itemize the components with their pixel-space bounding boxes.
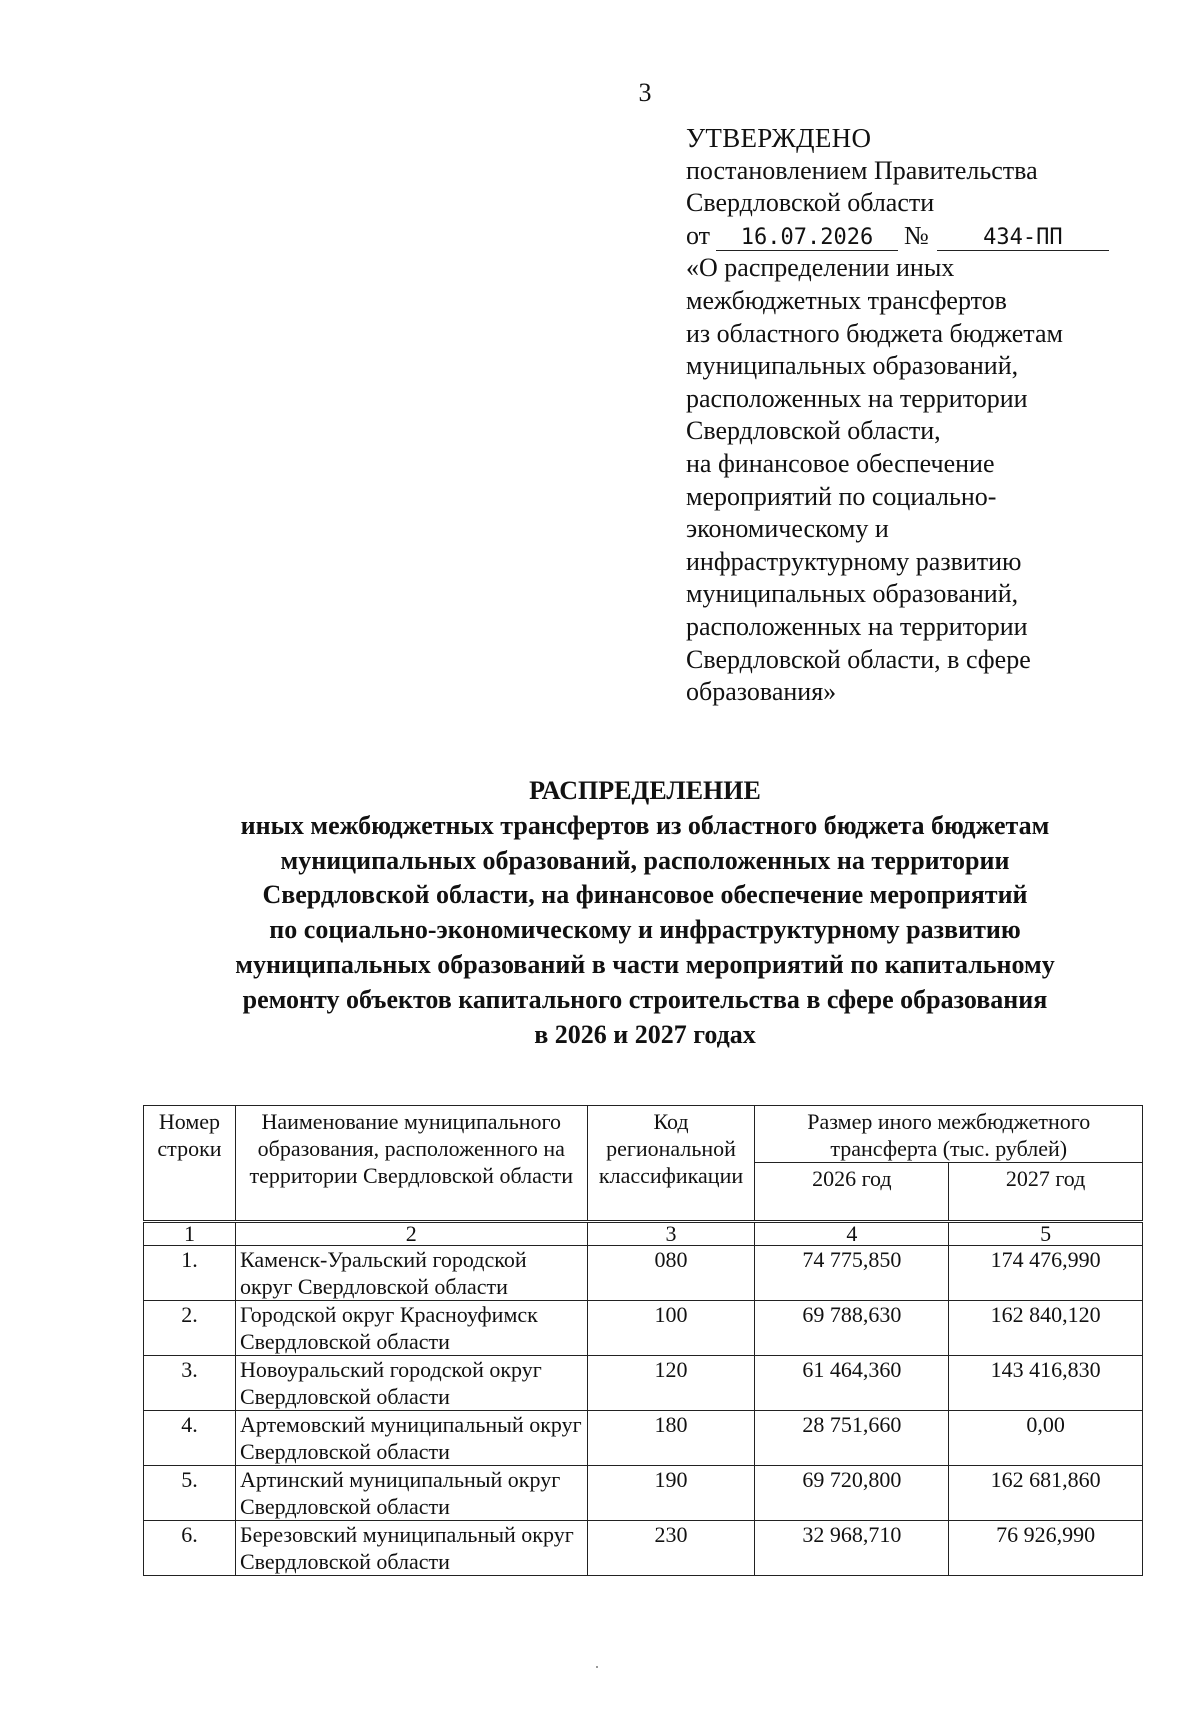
- number-sign: №: [904, 220, 929, 250]
- table-row: [144, 1301, 1143, 1356]
- table-row: [144, 1521, 1143, 1576]
- amount-2027: 162 840,120: [949, 1301, 1143, 1356]
- amount-2026: 61 464,360: [755, 1356, 949, 1411]
- header-transfer-amount: Размер иного межбюджетного трансферта (тыс. рублей): [755, 1106, 1143, 1163]
- heading-line: муниципальных образований, расположенных на территории: [280, 845, 1010, 875]
- heading-line: иных межбюджетных трансфертов из областного бюджета бюджетам: [240, 810, 1050, 840]
- resolution-number: 434-ПП: [937, 226, 1109, 251]
- distribution-table: [143, 1105, 1143, 1576]
- approval-stamp: УТВЕРЖДЕНО: [686, 123, 872, 153]
- approval-line: постановлением Правительства: [686, 155, 1038, 185]
- resolution-title-line: Свердловской области, в сфере: [686, 644, 1031, 674]
- column-number: 1: [144, 1222, 236, 1246]
- heading-line: муниципальных образований в части мероприятий по капитальному: [235, 949, 1055, 979]
- municipality-name: Городской округ Красноуфимск Свердловской области: [235, 1301, 587, 1356]
- approval-line: Свердловской области: [686, 188, 935, 218]
- resolution-title-line: муниципальных образований,: [686, 351, 1019, 381]
- row-number: 1.: [144, 1246, 236, 1301]
- resolution-title-line: экономическому и: [686, 514, 889, 544]
- row-number: 3.: [144, 1356, 236, 1411]
- resolution-title-line: расположенных на территории: [686, 611, 1028, 641]
- amount-2027: 174 476,990: [949, 1246, 1143, 1301]
- header-year-2027: 2027 год: [949, 1163, 1143, 1222]
- header-municipality-name: Наименование муниципального образования, расположенного на территории Свердловской области: [235, 1106, 587, 1222]
- table-row: [144, 1356, 1143, 1411]
- amount-2027: 143 416,830: [949, 1356, 1143, 1411]
- municipality-name: Артинский муниципальный округ Свердловской области: [235, 1466, 587, 1521]
- resolution-title-line: муниципальных образований,: [686, 579, 1019, 609]
- amount-2026: 74 775,850: [755, 1246, 949, 1301]
- row-number: 5.: [144, 1466, 236, 1521]
- resolution-title-line: межбюджетных трансфертов: [686, 285, 1007, 315]
- amount-2026: 69 788,630: [755, 1301, 949, 1356]
- resolution-title-line: «О распределении иных: [686, 253, 955, 283]
- header-year-2026: 2026 год: [755, 1163, 949, 1222]
- municipality-name: Артемовский муниципальный округ Свердловской области: [235, 1411, 587, 1466]
- heading-line: в 2026 и 2027 годах: [534, 1019, 756, 1049]
- page-number: 3: [638, 78, 652, 107]
- region-code: 230: [587, 1521, 755, 1576]
- table-row: [144, 1411, 1143, 1466]
- municipality-name: Березовский муниципальный округ Свердловской области: [235, 1521, 587, 1576]
- table-row: [144, 1246, 1143, 1301]
- resolution-title-line: расположенных на территории: [686, 383, 1028, 413]
- table-header: [144, 1106, 1143, 1222]
- header-region-code: Код региональной классификации: [587, 1106, 755, 1222]
- column-number: 5: [949, 1222, 1143, 1246]
- resolution-title-line: из областного бюджета бюджетам: [686, 318, 1063, 348]
- region-code: 120: [587, 1356, 755, 1411]
- scan-artifact: [596, 1666, 598, 1668]
- resolution-title-line: Свердловской области,: [686, 416, 941, 446]
- header-row-number: Номер строки: [144, 1106, 236, 1222]
- approval-block: [686, 122, 1146, 709]
- date-prefix: от: [686, 220, 711, 250]
- row-number: 4.: [144, 1411, 236, 1466]
- row-number: 2.: [144, 1301, 236, 1356]
- column-number-row: [144, 1222, 1143, 1246]
- region-code: 080: [587, 1246, 755, 1301]
- amount-2026: 28 751,660: [755, 1411, 949, 1466]
- column-number: 4: [755, 1222, 949, 1246]
- amount-2027: 0,00: [949, 1411, 1143, 1466]
- resolution-title-line: на финансовое обеспечение: [686, 448, 995, 478]
- column-numbers: [144, 1222, 1143, 1246]
- table-body: [144, 1246, 1143, 1576]
- resolution-requisites: [686, 220, 1146, 253]
- region-code: 190: [587, 1466, 755, 1521]
- amount-2026: 69 720,800: [755, 1466, 949, 1521]
- column-number: 3: [587, 1222, 755, 1246]
- row-number: 6.: [144, 1521, 236, 1576]
- resolution-title-line: образования»: [686, 677, 837, 707]
- amount-2027: 162 681,860: [949, 1466, 1143, 1521]
- amount-2026: 32 968,710: [755, 1521, 949, 1576]
- resolution-date: 16.07.2026: [716, 226, 898, 251]
- region-code: 100: [587, 1301, 755, 1356]
- table-row: [144, 1466, 1143, 1521]
- resolution-title: [686, 252, 1146, 708]
- amount-2027: 76 926,990: [949, 1521, 1143, 1576]
- municipality-name: Каменск-Уральский городской округ Свердловской области: [235, 1246, 587, 1301]
- heading-line: ремонту объектов капитального строительства в сфере образования: [242, 984, 1048, 1014]
- column-number: 2: [235, 1222, 587, 1246]
- heading-line: по социально-экономическому и инфраструктурному развитию: [269, 915, 1021, 945]
- document-heading: [190, 774, 1100, 1052]
- heading-title: РАСПРЕДЕЛЕНИЕ: [529, 776, 761, 805]
- region-code: 180: [587, 1411, 755, 1466]
- municipality-name: Новоуральский городской округ Свердловской области: [235, 1356, 587, 1411]
- heading-line: Свердловской области, на финансовое обеспечение мероприятий: [262, 880, 1028, 910]
- resolution-title-line: инфраструктурному развитию: [686, 546, 1022, 576]
- resolution-title-line: мероприятий по социально-: [686, 481, 997, 511]
